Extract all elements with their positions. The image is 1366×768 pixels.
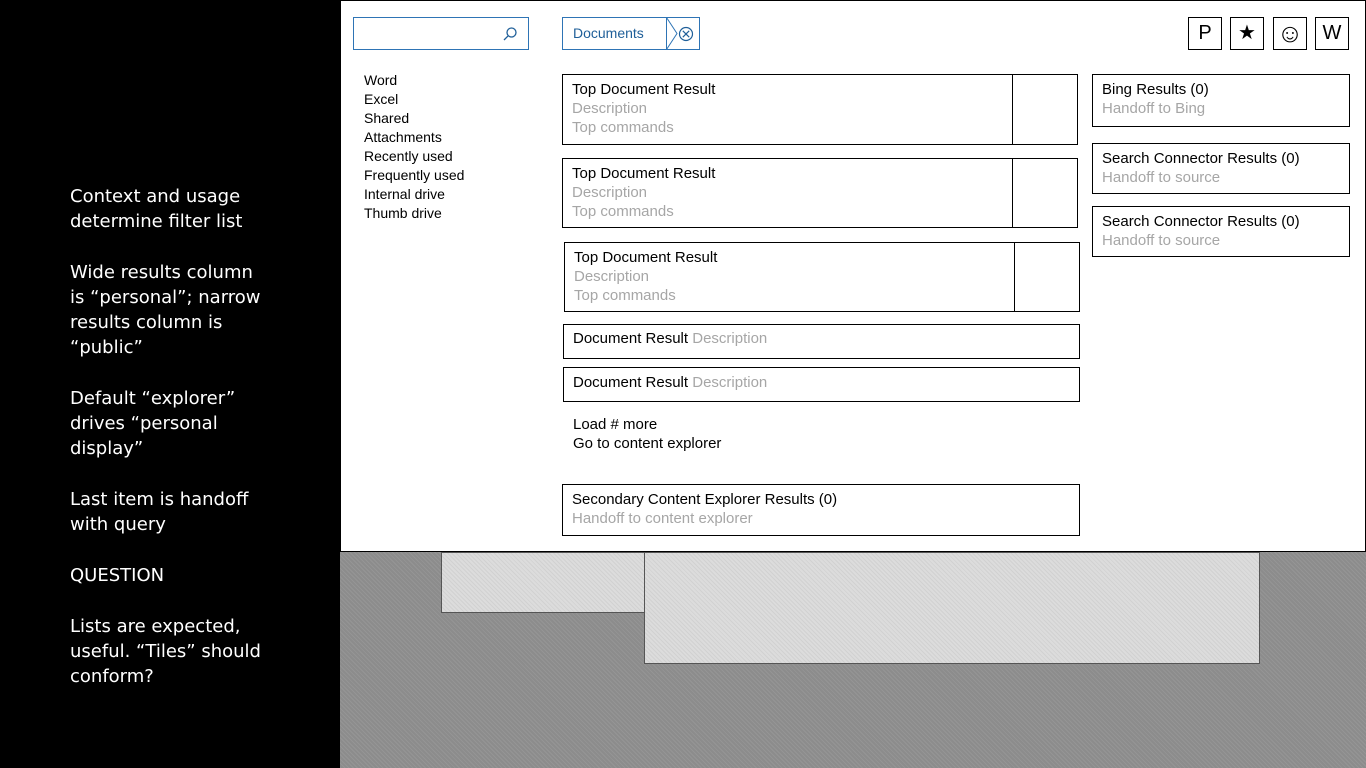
filter-list [364,71,464,223]
scope-tab-documents[interactable]: Documents [562,17,667,50]
result-commands[interactable]: Top commands [572,203,674,220]
filter-item-word[interactable]: Word [364,72,398,88]
top-document-result[interactable] [562,158,1078,228]
note-2: Wide results column is “personal”; narrow results column is “public” [70,262,261,358]
smiley-icon[interactable]: ☺ [1273,17,1307,50]
search-text-field[interactable] [358,22,498,45]
search-icon[interactable] [502,26,518,42]
star-icon[interactable]: ★ [1230,17,1264,50]
filter-item-recently-used[interactable]: Recently used [364,148,453,164]
handoff-link[interactable]: Handoff to source [1102,232,1221,249]
result-title: Top Document Result [572,165,716,182]
go-to-content-explorer-link[interactable]: Go to content explorer [573,435,722,452]
note-6: Lists are expected, useful. “Tiles” should conform? [70,616,261,687]
public-result-title: Search Connector Results (0) [1102,213,1300,230]
app-button-p[interactable]: P [1188,17,1222,50]
filter-item-attachments[interactable]: Attachments [364,129,442,145]
search-input[interactable] [353,17,529,50]
handoff-link[interactable]: Handoff to Bing [1102,100,1206,117]
note-1: Context and usage determine filter list [70,186,243,232]
handoff-link[interactable]: Handoff to content explorer [572,510,753,527]
result-description: Description [572,100,648,117]
filter-item-frequently-used[interactable]: Frequently used [364,167,465,183]
close-circle-icon[interactable] [666,17,700,50]
result-thumbnail [1014,243,1079,311]
search-connector-results-card[interactable] [1092,206,1350,257]
filter-item-shared[interactable]: Shared [364,110,410,126]
public-result-title: Search Connector Results (0) [1102,150,1300,167]
document-result[interactable] [563,367,1080,402]
bing-results-card[interactable] [1092,74,1350,127]
result-description: Description [574,268,650,285]
public-result-title: Bing Results (0) [1102,81,1209,98]
result-commands[interactable]: Top commands [572,119,674,136]
result-title: Top Document Result [572,81,716,98]
note-5: QUESTION [70,565,165,586]
background-tile [644,552,1260,664]
background-tile [441,552,645,613]
top-document-result[interactable] [562,74,1078,145]
result-thumbnail [1012,75,1077,144]
note-3: Default “explorer” drives “personal display” [70,388,236,459]
secondary-results-card[interactable] [562,484,1080,536]
app-button-w[interactable]: W [1315,17,1349,50]
annotation-panel [70,184,270,715]
load-more-link[interactable]: Load # more [573,416,658,433]
result-commands[interactable]: Top commands [574,287,676,304]
result-title: Top Document Result [574,249,718,266]
result-description: Description [572,184,648,201]
handoff-link[interactable]: Handoff to source [1102,169,1221,186]
result-description: Description [692,374,768,391]
search-connector-results-card[interactable] [1092,143,1350,194]
result-thumbnail [1012,159,1077,227]
filter-item-internal-drive[interactable]: Internal drive [364,186,445,202]
result-title: Document Result [573,374,689,391]
filter-item-excel[interactable]: Excel [364,91,399,107]
result-description: Description [692,330,768,347]
top-document-result[interactable] [564,242,1080,312]
result-title: Document Result [573,330,689,347]
note-4: Last item is handoff with query [70,489,249,535]
secondary-results-title: Secondary Content Explorer Results (0) [572,491,838,508]
results-links [573,415,721,453]
filter-item-thumb-drive[interactable]: Thumb drive [364,205,442,221]
document-result[interactable] [563,324,1080,359]
